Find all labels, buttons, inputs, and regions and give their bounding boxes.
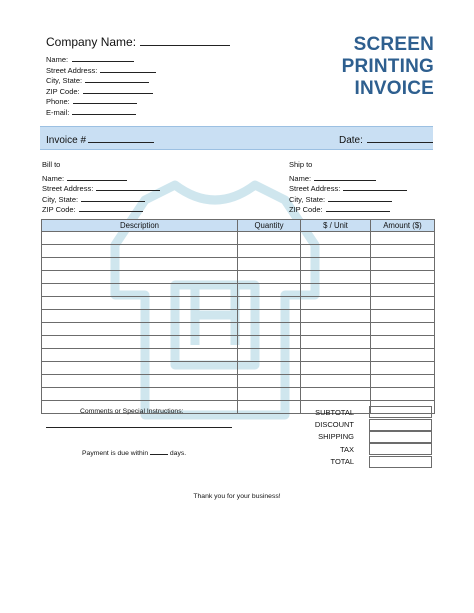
sender-street-input[interactable] xyxy=(100,63,156,73)
shipping-input[interactable] xyxy=(369,431,432,443)
company-name-label: Company Name: xyxy=(46,35,137,49)
shipping-label: SHIPPING xyxy=(318,432,354,442)
bill-street-label: Street Address: xyxy=(42,184,94,194)
invoice-number-bar xyxy=(40,126,433,150)
quantity-cell[interactable] xyxy=(238,310,301,323)
quantity-cell[interactable] xyxy=(238,232,301,245)
totals-row-total xyxy=(294,456,432,468)
title-line-2: PRINTING xyxy=(341,56,434,77)
ship-city-label: City, State: xyxy=(289,194,326,204)
unit-price-cell[interactable] xyxy=(301,297,371,310)
sender-phone-input[interactable] xyxy=(73,94,137,104)
ship-to-block xyxy=(289,160,407,213)
payment-days-input[interactable] xyxy=(150,446,168,455)
description-cell[interactable] xyxy=(42,245,238,258)
description-cell[interactable] xyxy=(42,297,238,310)
amount-header: Amount ($) xyxy=(371,220,435,232)
totals-row-subtotal xyxy=(294,406,432,418)
ship-street-label: Street Address: xyxy=(289,184,341,194)
table-row xyxy=(42,284,435,297)
amount-cell[interactable] xyxy=(371,375,435,388)
amount-cell[interactable] xyxy=(371,232,435,245)
company-name-input[interactable] xyxy=(140,34,230,46)
quantity-cell[interactable] xyxy=(238,349,301,362)
unit-price-header: $ / Unit xyxy=(301,220,371,232)
description-cell[interactable] xyxy=(42,232,238,245)
sender-zip-input[interactable] xyxy=(83,84,153,94)
amount-cell[interactable] xyxy=(371,271,435,284)
unit-price-cell[interactable] xyxy=(301,284,371,297)
items-table xyxy=(41,219,435,414)
total-label: TOTAL xyxy=(330,457,354,467)
quantity-cell[interactable] xyxy=(238,323,301,336)
totals-row-shipping xyxy=(294,431,432,443)
ship-name-input[interactable] xyxy=(314,171,376,181)
ship-zip-label: ZIP Code: xyxy=(289,205,323,215)
date-input[interactable] xyxy=(367,133,433,143)
payment-terms xyxy=(82,446,186,457)
ship-to-heading: Ship to xyxy=(289,160,313,169)
description-cell[interactable] xyxy=(42,362,238,375)
table-row xyxy=(42,258,435,271)
description-cell[interactable] xyxy=(42,323,238,336)
quantity-cell[interactable] xyxy=(238,258,301,271)
sender-street-label: Street Address: xyxy=(46,65,98,75)
ship-street-input[interactable] xyxy=(343,181,407,191)
discount-label: DISCOUNT xyxy=(314,420,354,430)
bill-city-input[interactable] xyxy=(81,192,145,202)
sender-email-input[interactable] xyxy=(72,105,136,115)
amount-cell[interactable] xyxy=(371,388,435,401)
ship-city-input[interactable] xyxy=(328,192,392,202)
bill-name-label: Name: xyxy=(42,173,65,183)
unit-price-cell[interactable] xyxy=(301,310,371,323)
quantity-cell[interactable] xyxy=(238,297,301,310)
title-line-3: INVOICE xyxy=(354,78,434,99)
unit-price-cell[interactable] xyxy=(301,232,371,245)
description-cell[interactable] xyxy=(42,336,238,349)
amount-cell[interactable] xyxy=(371,245,435,258)
bill-name-input[interactable] xyxy=(67,171,127,181)
amount-cell[interactable] xyxy=(371,362,435,375)
thank-you-note: Thank you for your business! xyxy=(193,493,281,500)
table-row xyxy=(42,388,435,401)
subtotal-label: SUBTOTAL xyxy=(315,407,354,417)
ship-name-label: Name: xyxy=(289,173,312,183)
description-cell[interactable] xyxy=(42,388,238,401)
description-cell[interactable] xyxy=(42,310,238,323)
tax-input[interactable] xyxy=(369,443,432,455)
description-cell[interactable] xyxy=(42,284,238,297)
table-row xyxy=(42,362,435,375)
bill-to-heading: Bill to xyxy=(42,160,61,169)
description-header: Description xyxy=(42,220,238,232)
bill-zip-label: ZIP Code: xyxy=(42,205,76,215)
unit-price-cell[interactable] xyxy=(301,258,371,271)
unit-price-cell[interactable] xyxy=(301,388,371,401)
payment-terms-prefix: Payment is due within xyxy=(82,450,149,457)
unit-price-cell[interactable] xyxy=(301,349,371,362)
title-line-1: SCREEN xyxy=(353,34,434,55)
sender-name-input[interactable] xyxy=(72,52,134,62)
quantity-cell[interactable] xyxy=(238,245,301,258)
quantity-cell[interactable] xyxy=(238,336,301,349)
description-cell[interactable] xyxy=(42,271,238,284)
amount-cell[interactable] xyxy=(371,336,435,349)
payment-terms-suffix: days. xyxy=(169,450,187,457)
bill-city-label: City, State: xyxy=(42,194,79,204)
amount-cell[interactable] xyxy=(371,258,435,271)
quantity-cell[interactable] xyxy=(238,362,301,375)
items-header-row xyxy=(42,220,435,232)
totals-row-discount xyxy=(294,418,432,430)
ship-zip-input[interactable] xyxy=(326,202,390,212)
items-body xyxy=(42,232,435,414)
unit-price-cell[interactable] xyxy=(301,323,371,336)
sender-fields xyxy=(46,52,156,116)
quantity-cell[interactable] xyxy=(238,401,301,414)
table-row xyxy=(42,232,435,245)
totals-block xyxy=(294,406,432,468)
comments-label: Comments or Special Instructions: xyxy=(80,408,184,415)
amount-cell[interactable] xyxy=(371,310,435,323)
sender-city-label: City, State: xyxy=(46,76,83,86)
invoice-number-input[interactable] xyxy=(88,133,154,143)
sender-city-input[interactable] xyxy=(85,73,149,83)
unit-price-cell[interactable] xyxy=(301,271,371,284)
amount-cell[interactable] xyxy=(371,297,435,310)
table-row xyxy=(42,349,435,362)
description-cell[interactable] xyxy=(42,349,238,362)
unit-price-cell[interactable] xyxy=(301,375,371,388)
quantity-cell[interactable] xyxy=(238,388,301,401)
quantity-cell[interactable] xyxy=(238,375,301,388)
table-row xyxy=(42,271,435,284)
bill-to-block xyxy=(42,160,160,213)
quantity-cell[interactable] xyxy=(238,271,301,284)
table-row xyxy=(42,323,435,336)
amount-cell[interactable] xyxy=(371,284,435,297)
quantity-cell[interactable] xyxy=(238,284,301,297)
bill-street-input[interactable] xyxy=(96,181,160,191)
table-row xyxy=(42,297,435,310)
unit-price-cell[interactable] xyxy=(301,336,371,349)
subtotal-input[interactable] xyxy=(369,406,432,418)
sender-phone-label: Phone: xyxy=(46,97,70,107)
amount-cell[interactable] xyxy=(371,323,435,336)
date-label: Date: xyxy=(339,135,363,146)
table-row xyxy=(42,310,435,323)
sender-name-label: Name: xyxy=(46,55,69,64)
tax-label: TAX xyxy=(339,444,354,454)
company-name-row xyxy=(46,34,230,49)
table-row xyxy=(42,375,435,388)
unit-price-cell[interactable] xyxy=(301,245,371,258)
amount-cell[interactable] xyxy=(371,349,435,362)
totals-row-tax xyxy=(294,443,432,455)
description-cell[interactable] xyxy=(42,258,238,271)
table-row xyxy=(42,336,435,349)
sender-zip-label: ZIP Code: xyxy=(46,86,80,96)
unit-price-cell[interactable] xyxy=(301,362,371,375)
comments-input[interactable] xyxy=(46,427,232,428)
sender-email-label: E-mail: xyxy=(46,107,70,117)
table-row xyxy=(42,245,435,258)
bill-zip-input[interactable] xyxy=(79,202,143,212)
description-cell[interactable] xyxy=(42,375,238,388)
invoice-title xyxy=(342,34,434,100)
quantity-header: Quantity xyxy=(238,220,301,232)
discount-input[interactable] xyxy=(369,419,432,431)
invoice-number-label: Invoice # xyxy=(46,135,87,146)
total-input[interactable] xyxy=(369,456,432,468)
